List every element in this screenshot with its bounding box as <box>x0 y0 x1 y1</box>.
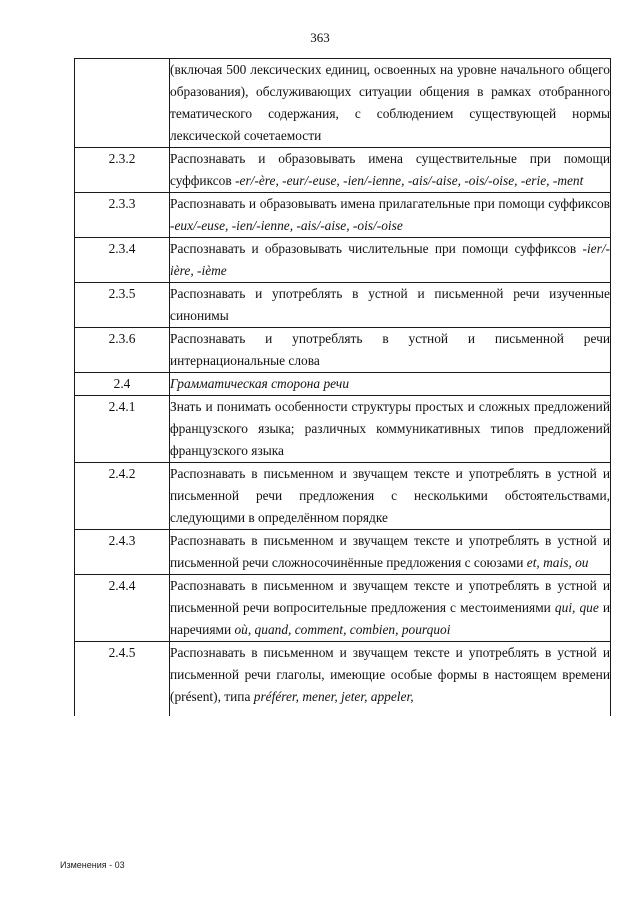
section-title <box>170 373 611 396</box>
table-row <box>75 193 611 238</box>
text-segment: Знать и понимать особенности структуры простых и сложных предложений французского языка; различных коммуникативных типов предложений французского языка <box>170 399 610 458</box>
row-code: 2.3.2 <box>75 148 170 193</box>
row-description <box>170 530 611 575</box>
page-number: 363 <box>310 30 330 45</box>
row-description <box>170 283 611 328</box>
row-description <box>170 238 611 283</box>
text-segment: Распознавать и образовывать имена прилагательные при помощи суффиксов <box>170 196 610 211</box>
row-code: 2.4.5 <box>75 642 170 717</box>
footer-note: Изменения - 03 <box>60 860 125 870</box>
row-description <box>170 463 611 530</box>
row-description <box>170 328 611 373</box>
italic-text-segment: -er/-ère, -eur/-euse, -ien/-ienne, -ais/-aise, -ois/-oise, -erie, -ment <box>235 173 584 188</box>
table-row <box>75 283 611 328</box>
table-row <box>75 463 611 530</box>
table-row <box>75 373 611 396</box>
table-body <box>75 59 611 717</box>
row-description <box>170 59 611 148</box>
curriculum-table <box>74 58 611 716</box>
italic-text-segment: Грамматическая сторона речи <box>170 376 350 391</box>
row-description <box>170 396 611 463</box>
text-segment: Распознавать и употреблять в устной и письменной речи изученные синонимы <box>170 286 610 323</box>
table-row <box>75 328 611 373</box>
table-row <box>75 575 611 642</box>
text-segment: Распознавать в письменном и звучащем тексте и употреблять в устной и письменной речи глаголы, имеющие особые формы в настоящем времени (présent), типа <box>170 645 610 704</box>
row-code <box>75 59 170 148</box>
row-code: 2.4.3 <box>75 530 170 575</box>
row-code: 2.3.4 <box>75 238 170 283</box>
row-code: 2.3.3 <box>75 193 170 238</box>
table-row <box>75 530 611 575</box>
row-code: 2.3.6 <box>75 328 170 373</box>
table-row <box>75 59 611 148</box>
table-row <box>75 238 611 283</box>
row-description <box>170 148 611 193</box>
italic-text-segment: -ier/-ière, -ième <box>170 241 610 278</box>
table-row <box>75 396 611 463</box>
text-segment: Распознавать и употреблять в устной и письменной речи интернациональные слова <box>170 331 610 368</box>
row-code: 2.4.1 <box>75 396 170 463</box>
text-segment: (включая 500 лексических единиц, освоенных на уровне начального общего образования), обслуживающих ситуации общения в рамках отобранного тематического содержания, с соблюдением существующей нормы лексической сочетаемости <box>170 62 610 143</box>
italic-text-segment: -eux/-euse, -ien/-ienne, -ais/-aise, -ois/-oise <box>170 218 403 233</box>
italic-text-segment: où, quand, comment, combien, pourquoi <box>234 622 451 637</box>
row-description <box>170 575 611 642</box>
row-description <box>170 193 611 238</box>
row-description <box>170 642 611 717</box>
row-code: 2.4 <box>75 373 170 396</box>
text-segment: и наречиями <box>170 600 611 637</box>
row-code: 2.3.5 <box>75 283 170 328</box>
table-row <box>75 642 611 717</box>
row-code: 2.4.2 <box>75 463 170 530</box>
text-segment: Распознавать и образовывать имена существительные при помощи суффиксов <box>170 151 610 188</box>
row-code: 2.4.4 <box>75 575 170 642</box>
text-segment: Распознавать в письменном и звучащем тексте и употреблять в устной и письменной речи вопросительные предложения с местоимениями <box>170 578 610 615</box>
text-segment: Распознавать и образовывать числительные при помощи суффиксов <box>170 241 583 256</box>
italic-text-segment: préférer, mener, jeter, appeler, <box>253 689 414 704</box>
text-segment: Распознавать в письменном и звучащем тексте и употреблять в устной и письменной речи сложносочинённые предложения с союзами <box>170 533 610 570</box>
text-segment: Распознавать в письменном и звучащем тексте и употреблять в устной и письменной речи предложения с несколькими обстоятельствами, следующими в определённом порядке <box>170 466 610 525</box>
italic-text-segment: qui, que <box>554 600 599 615</box>
italic-text-segment: et, mais, ou <box>526 555 589 570</box>
table-row <box>75 148 611 193</box>
